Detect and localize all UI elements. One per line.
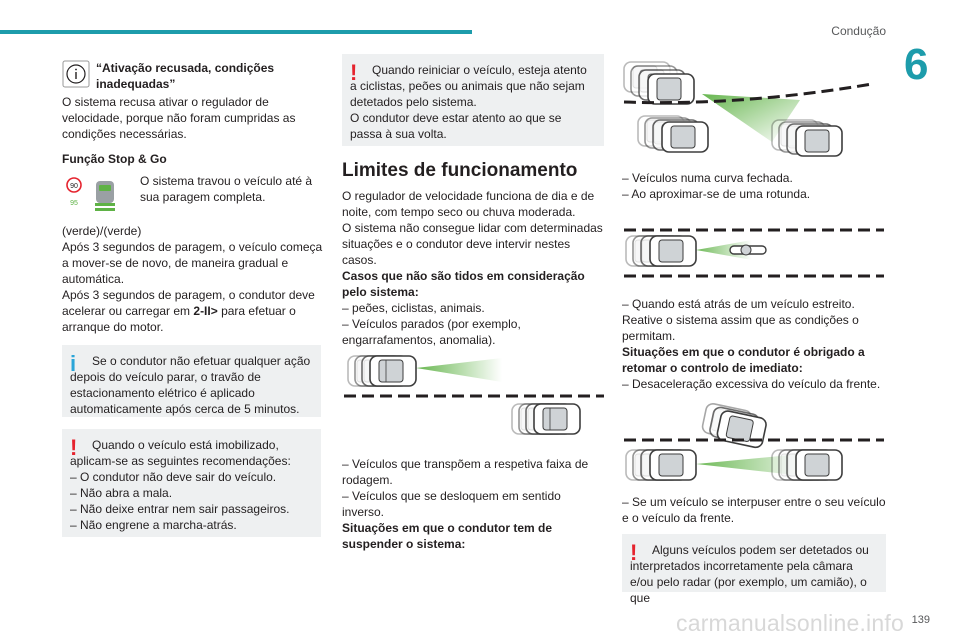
list-item-text: Veículos que se desloquem em sentido inverso. bbox=[342, 489, 561, 519]
list-item: – Ao aproximar-se de uma rotunda. bbox=[622, 187, 811, 201]
info-note-box bbox=[62, 345, 321, 417]
warning-icon: ! bbox=[350, 60, 358, 85]
limits-paragraph-2: O sistema não consegue lidar com determinadas situações e o condutor deve intervir nestes casos. bbox=[342, 221, 603, 267]
warning-box-1 bbox=[62, 429, 321, 537]
curve-illustration bbox=[622, 56, 886, 164]
list-item-text: Ao aproximar-se de uma rotunda. bbox=[631, 187, 811, 201]
warning-item-text: Não engrene a marcha-atrás. bbox=[80, 518, 237, 532]
car-icon bbox=[638, 116, 842, 156]
top-accent-bar bbox=[0, 30, 472, 34]
speed-target-label: 95 bbox=[70, 200, 78, 207]
list-item: – Veículos que transpõem a respetiva faixa de rodagem. bbox=[342, 457, 589, 487]
info-note-text: Se o condutor não efetuar qualquer ação depois do veículo parar, o travão de estacionamento elétrico é aplicado automaticamente após cerca de 5 minutos. bbox=[70, 354, 311, 416]
warning-item-text: Não abra a mala. bbox=[80, 486, 173, 500]
accelerate-text: Após 3 segundos de paragem, o condutor deve acelerar ou carregar em bbox=[62, 288, 315, 318]
warning-text: Alguns veículos podem ser detetados ou interpretados incorretamente pela câmara e/ou pelo radar (por exemplo, um camião), o que bbox=[630, 543, 869, 605]
warning-box-3 bbox=[622, 534, 886, 605]
list-item: – Veículos parados (por exemplo, engarrafamentos, anomalia). bbox=[342, 317, 521, 347]
warning-list-item: – Não deixe entrar nem sair passageiros. bbox=[70, 502, 290, 516]
warning-list-item: – O condutor não deve sair do veículo. bbox=[70, 470, 277, 484]
column-1 bbox=[62, 60, 324, 537]
list-item-text: Quando está atrás de um veículo estreito. bbox=[632, 297, 855, 311]
list-item-text: Veículos numa curva fechada. bbox=[632, 171, 793, 185]
list-item-text: Desaceleração excessiva do veículo da frente. bbox=[632, 377, 881, 391]
speed-limit-label: 90 bbox=[70, 183, 78, 190]
accelerate-text-end: para efetuar o arranque do motor. bbox=[62, 304, 296, 334]
list-item-text: Veículos que transpõem a respetiva faixa de rodagem. bbox=[342, 457, 589, 487]
take-control-heading: Situações em que o condutor é obrigado a retomar o controlo de imediato: bbox=[622, 345, 865, 375]
restart-paragraph: Após 3 segundos de paragem, o veículo começa a mover-se de novo, de maneira gradual e automática. bbox=[62, 240, 323, 286]
limits-heading: Limites de funcionamento bbox=[342, 160, 578, 181]
info-title: “Ativação recusada, condições inadequadas” bbox=[96, 61, 275, 91]
stop-go-heading: Função Stop & Go bbox=[62, 152, 167, 166]
warning-icon: ! bbox=[630, 540, 638, 565]
reactivate-paragraph: Reative o sistema assim que as condições o permitam. bbox=[622, 313, 859, 343]
warning-text-2: O condutor deve estar atento ao que se passa à sua volta. bbox=[350, 111, 562, 141]
page-number: 139 bbox=[911, 614, 930, 626]
stop-go-text: O sistema travou o veículo até à sua paragem completa. bbox=[140, 174, 313, 204]
list-item: – Desaceleração excessiva do veículo da frente. bbox=[622, 377, 881, 391]
narrow-vehicle-illustration bbox=[622, 226, 886, 282]
stop-go-icon bbox=[62, 175, 120, 215]
warning-icon: ! bbox=[70, 435, 78, 460]
list-item-text: Veículos parados (por exemplo, engarrafamentos, anomalia). bbox=[342, 317, 521, 347]
watermark: carmanualsonline.info bbox=[676, 610, 904, 636]
list-item-text: peões, ciclistas, animais. bbox=[352, 301, 485, 315]
warning-list-item: – Não abra a mala. bbox=[70, 486, 173, 500]
section-title: Condução bbox=[831, 24, 886, 38]
column-3 bbox=[622, 56, 886, 605]
motorcycle-icon bbox=[730, 245, 766, 255]
info-title-block bbox=[62, 60, 324, 94]
deceleration-illustration bbox=[622, 402, 886, 484]
warning-item-text: O condutor não deve sair do veículo. bbox=[80, 470, 277, 484]
list-item: – Se um veículo se interpuser entre o seu veículo e o veículo da frente. bbox=[622, 495, 886, 525]
stationary-vehicle-illustration bbox=[342, 354, 604, 438]
color-note: (verde)/(verde) bbox=[62, 224, 142, 238]
column-2 bbox=[342, 54, 604, 552]
limits-paragraph-1: O regulador de velocidade funciona de dia e de noite, com tempo seco ou chuva moderada. bbox=[342, 189, 595, 219]
chapter-number: 6 bbox=[904, 40, 929, 89]
list-item: – Quando está atrás de um veículo estreito. bbox=[622, 297, 855, 311]
info-mark-icon: i bbox=[70, 351, 77, 376]
list-item: – Veículos numa curva fechada. bbox=[622, 171, 793, 185]
car-icon bbox=[626, 236, 696, 266]
warning-item-text: Não deixe entrar nem sair passageiros. bbox=[80, 502, 290, 516]
car-icon bbox=[700, 402, 768, 448]
suspend-heading: Situações em que o condutor tem de suspender o sistema: bbox=[342, 521, 553, 551]
warning-box-2 bbox=[342, 54, 604, 146]
list-item-text: Se um veículo se interpuser entre o seu veículo e o veículo da frente. bbox=[622, 495, 886, 525]
not-considered-heading: Casos que não são tidos em consideração pelo sistema: bbox=[342, 269, 585, 299]
warning-text-1: Quando reiniciar o veículo, esteja atento a ciclistas, peões ou animais que não sejam detetados pelo sistema. bbox=[350, 63, 587, 109]
car-icon bbox=[348, 356, 416, 386]
accelerate-paragraph bbox=[62, 287, 324, 335]
warning-list-item: – Não engrene a marcha-atrás. bbox=[70, 518, 237, 532]
car-icon bbox=[624, 62, 694, 104]
list-item: – Veículos que se desloquem em sentido inverso. bbox=[342, 489, 561, 519]
warning-title: Quando o veículo está imobilizado, aplicam-se as seguintes recomendações: bbox=[70, 438, 291, 468]
control-label: 2-II> bbox=[193, 304, 218, 318]
info-icon bbox=[62, 60, 90, 88]
car-icon bbox=[512, 404, 580, 434]
info-text: O sistema recusa ativar o regulador de velocidade, porque não foram cumpridas as condições necessárias. bbox=[62, 95, 296, 141]
stop-go-block bbox=[62, 175, 324, 219]
list-item: – peões, ciclistas, animais. bbox=[342, 301, 485, 315]
